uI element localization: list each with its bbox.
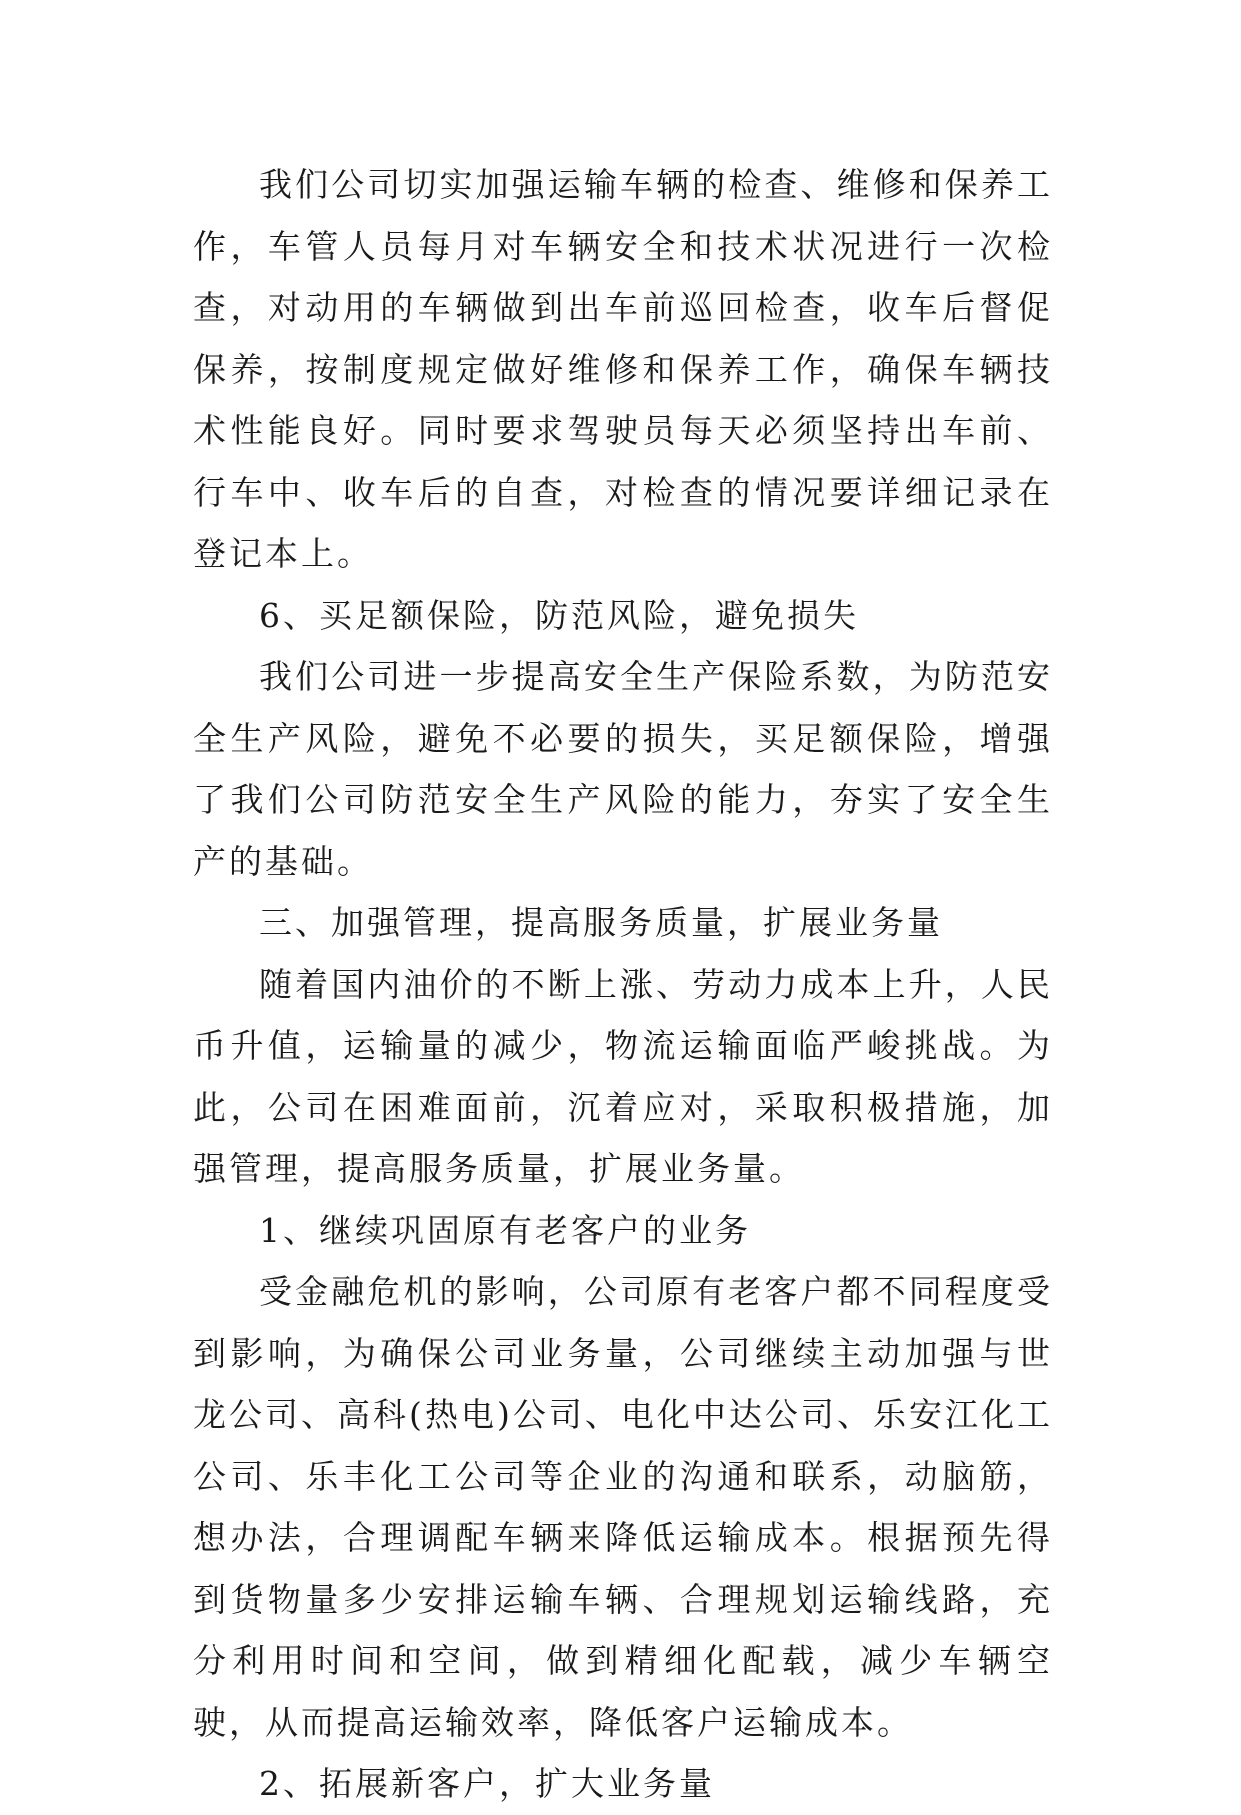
heading-insurance: 6、买足额保险，防范风险，避免损失 [259, 595, 859, 635]
heading-management: 三、加强管理，提高服务质量，扩展业务量 [259, 903, 943, 942]
document-body [193, 154, 1053, 1815]
heading-old-customers: 1、继续巩固原有老客户的业务 [259, 1210, 751, 1250]
paragraph-insurance: 我们公司进一步提高安全生产保险系数，为防范安全生产风险，避免不必要的损失，买足额保险，增强了我们公司防范安全生产风险的能力，夯实了安全生产的基础。 [193, 657, 1053, 881]
paragraph-management: 随着国内油价的不断上涨、劳动力成本上升，人民币升值，运输量的减少，物流运输面临严峻挑战。为此，公司在困难面前，沉着应对，采取积极措施，加强管理，提高服务质量，扩展业务量。 [193, 964, 1053, 1188]
heading-new-customers: 2、拓展新客户，扩大业务量 [259, 1764, 715, 1803]
paragraph-vehicle-maintenance: 我们公司切实加强运输车辆的检查、维修和保养工作，车管人员每月对车辆安全和技术状况进行一次检查，对动用的车辆做到出车前巡回检查，收车后督促保养，按制度规定做好维修和保养工作，确保车辆技术性能良好。同时要求驾驶员每天必须坚持出车前、行车中、收车后的自查，对检查的情况要详细记录在登记本上。 [193, 165, 1053, 573]
paragraph-old-customers: 受金融危机的影响，公司原有老客户都不同程度受到影响，为确保公司业务量，公司继续主动加强与世龙公司、高科(热电)公司、电化中达公司、乐安江化工公司、乐丰化工公司等企业的沟通和联系，动脑筋，想办法，合理调配车辆来降低运输成本。根据预先得到货物量多少安排运输车辆、合理规划运输线路，充分利用时间和空间，做到精细化配载，减少车辆空驶，从而提高运输效率，降低客户运输成本。 [193, 1272, 1053, 1742]
